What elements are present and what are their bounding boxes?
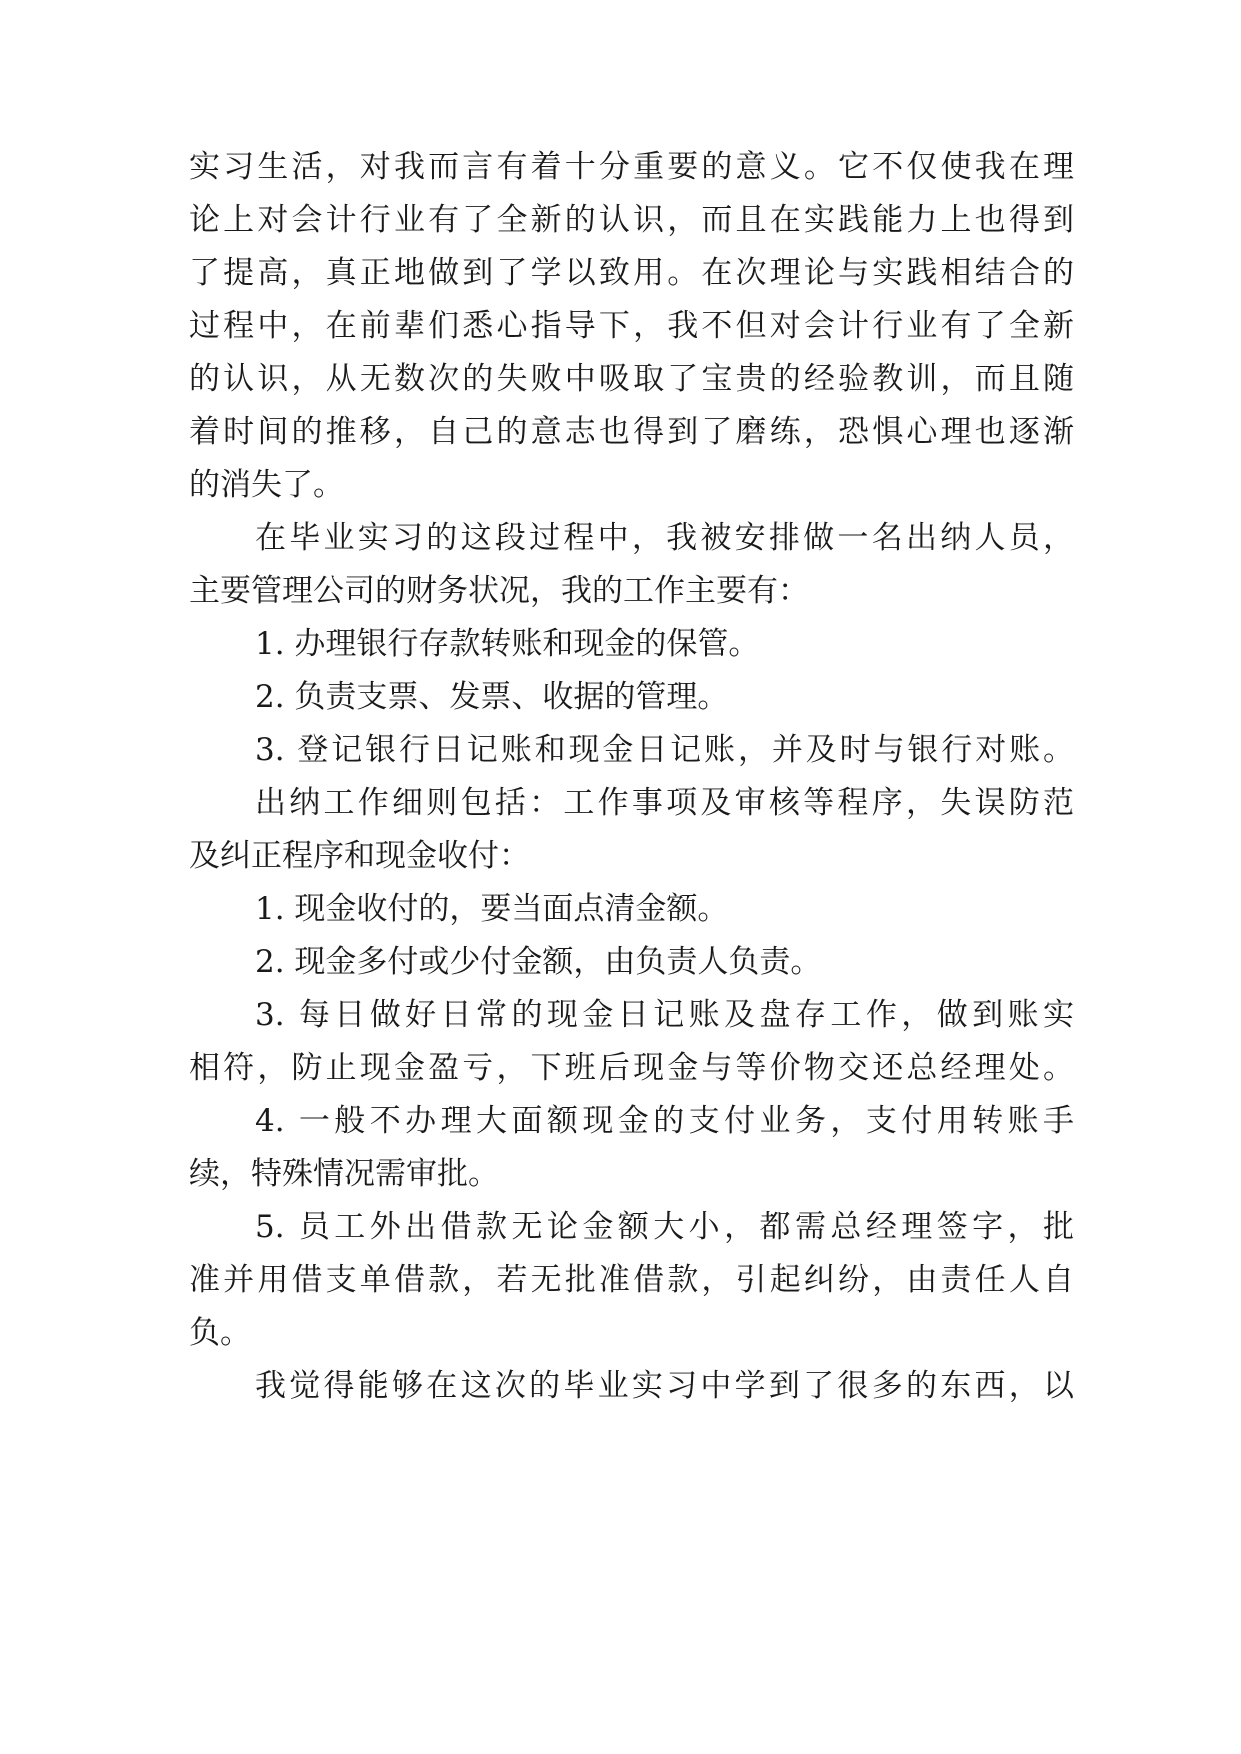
text-line: 续，特殊情况需审批。	[189, 1156, 499, 1192]
list-item: 2. 负责支票、发票、收据的管理。	[255, 679, 729, 715]
text-line: 准并用借支单借款，若无批准借款，引起纠纷，由责任人自	[189, 1262, 1074, 1298]
text-line: 主要管理公司的财务状况，我的工作主要有：	[189, 573, 809, 609]
list-item: 5. 员工外出借款无论金额大小，都需总经理签字，批	[255, 1209, 1074, 1245]
text-line: 论上对会计行业有了全新的认识，而且在实践能力上也得到	[189, 202, 1074, 238]
text-line: 的认识，从无数次的失败中吸取了宝贵的经验教训，而且随	[189, 361, 1074, 397]
text-line: 及纠正程序和现金收付：	[189, 838, 530, 874]
text-line: 实习生活，对我而言有着十分重要的意义。它不仅使我在理	[189, 149, 1074, 185]
text-line: 相符，防止现金盈亏，下班后现金与等价物交还总经理处。	[189, 1050, 1074, 1086]
text-line: 了提高，真正地做到了学以致用。在次理论与实践相结合的	[189, 255, 1074, 291]
text-line: 负。	[189, 1315, 251, 1351]
text-line: 的消失了。	[189, 467, 344, 503]
list-item: 3. 每日做好日常的现金日记账及盘存工作，做到账实	[255, 997, 1074, 1033]
text-line: 过程中，在前辈们悉心指导下，我不但对会计行业有了全新	[189, 308, 1074, 344]
list-item: 2. 现金多付或少付金额，由负责人负责。	[255, 944, 822, 980]
text-line: 着时间的推移，自己的意志也得到了磨练，恐惧心理也逐渐	[189, 414, 1074, 450]
paragraph-start-line: 在毕业实习的这段过程中，我被安排做一名出纳人员，	[255, 520, 1074, 556]
list-item: 3. 登记银行日记账和现金日记账，并及时与银行对账。	[255, 732, 1074, 768]
list-item: 4. 一般不办理大面额现金的支付业务，支付用转账手	[255, 1103, 1074, 1139]
paragraph-start-line: 出纳工作细则包括：工作事项及审核等程序，失误防范	[255, 785, 1074, 821]
list-item: 1. 现金收付的，要当面点清金额。	[255, 891, 729, 927]
paragraph-start-line: 我觉得能够在这次的毕业实习中学到了很多的东西，以	[255, 1368, 1074, 1404]
list-item: 1. 办理银行存款转账和现金的保管。	[255, 626, 760, 662]
